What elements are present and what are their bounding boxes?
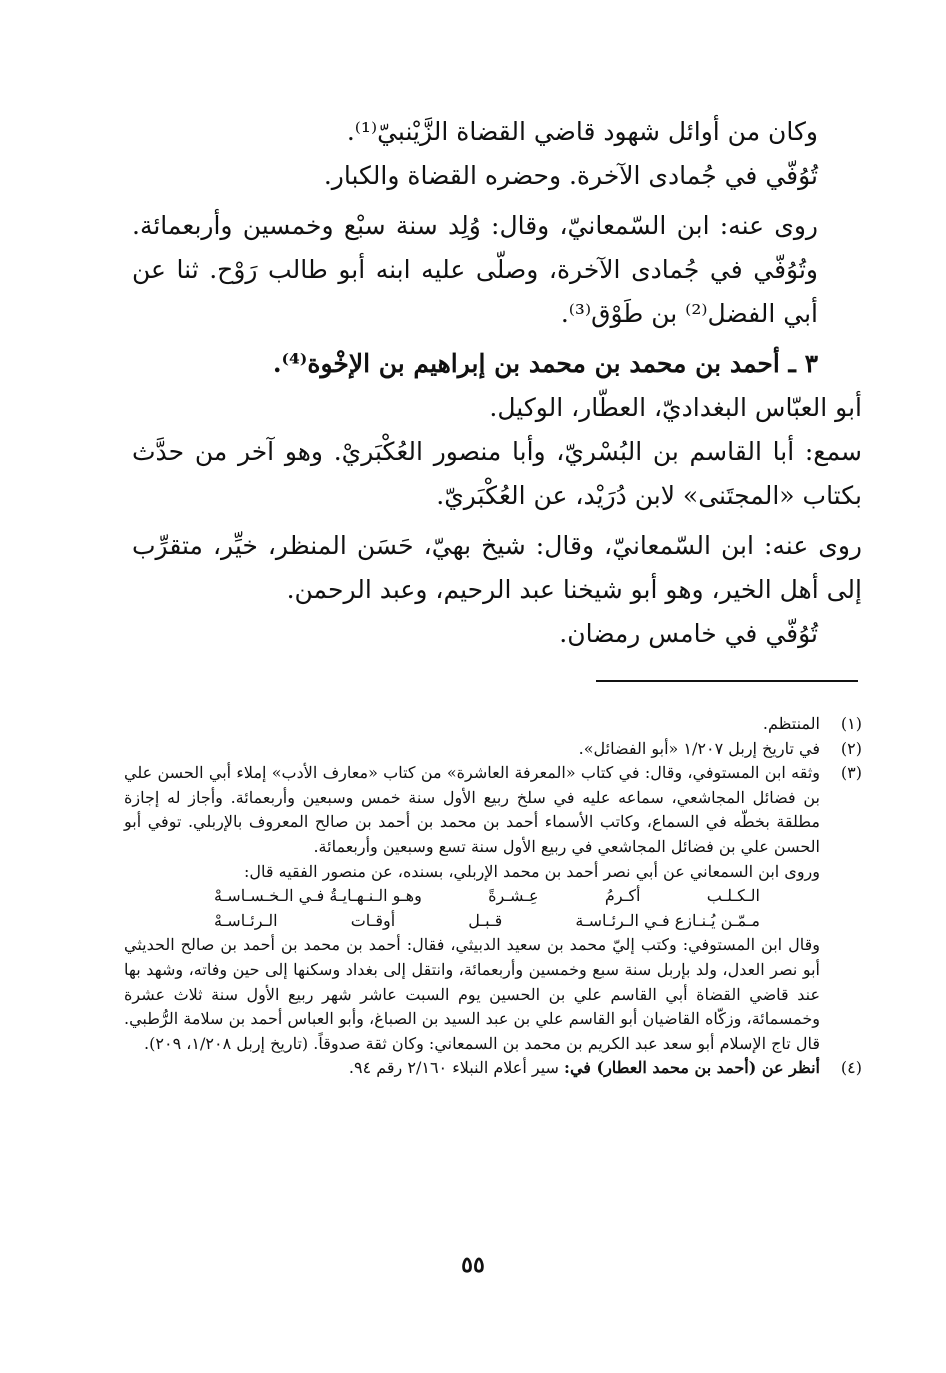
paragraph: روى عنه: ابن السّمعانيّ، وقال: وُلِد سنة سبْع وخمسين وأربعمائة. وتُوُفّي في جُمادى الآخرة، وصلّى عليه ابنه أبو طالب رَوْح. ثنا عن أبي الفضل⁽²⁾ بن طَوْق⁽³⁾.	[132, 211, 818, 328]
verse-segment: مـمّـن يُـنـازع فـي الـرئـاسـة	[575, 910, 760, 930]
footnote-number: (٤)	[840, 1058, 862, 1078]
footnotes	[124, 712, 862, 1081]
verse-line	[124, 909, 820, 934]
footnote-4	[124, 1056, 862, 1081]
paragraph: روى عنه: ابن السّمعانيّ، وقال: شيخ بهيّ، حَسَن المنظر، خيِّر، متقرِّب إلى أهل الخير، وهو أبو شيخنا عبد الرحيم، وعبد الرحمن.	[132, 531, 862, 604]
footnote-text: في تاريخ إربل ١/٢٠٧ «أبو الفضائل».	[578, 738, 820, 758]
verse-segment: أوقـات	[350, 910, 396, 930]
verse-line	[124, 884, 820, 909]
footnote-body	[124, 761, 820, 1056]
footnote-paragraph: وروى ابن السمعاني عن أبي نصر أحمد بن محمد الإربلي، بسنده، عن منصور الفقيه قال:	[244, 861, 820, 881]
footnote-1	[124, 712, 862, 737]
verse-segment: الـرئـاسـهْ	[214, 910, 278, 930]
verse-segment: وهـو الـنـهـايـةُ فـي الـخـسـاسـهْ	[214, 886, 422, 906]
text-line: تُوُفّي في جُمادى الآخرة. وحضره القضاة والكبار.	[323, 161, 818, 190]
verse-segment: عِـشـرةً	[488, 886, 539, 906]
page-number: ٥٥	[461, 1252, 485, 1278]
paragraph: سمع: أبا القاسم بن البُسْريّ، وأبا منصور العُكْبَريْ. وهو آخر من حدَّث بكتاب «المجتَنى» لابن دُرَيْد، عن العُكْبَريّ.	[132, 437, 862, 510]
footnote-number: (١)	[840, 714, 862, 733]
footnote-2	[124, 737, 862, 762]
footnote-bold: أنظر عن (أحمد بن محمد العطار) في:	[564, 1058, 820, 1078]
footnote-number: (٣)	[840, 763, 862, 783]
footnote-paragraph: وثقه ابن المستوفي، وقال: في كتاب «المعرفة العاشرة» من كتاب «معارف الأدب» إملاء أبي الحسن علي بن فضائل المجاشعي، سماعه عليه في سلخ ربيع الأول سنة خمس وسبعين وأربعمائة. وأجاز له إجازة مطلقة بخطّه في السماع، وكاتب الأسماء أحمد بن محمد بن أحمد بن صالح المعروف بالإربلي. توفي أبو الحسن علي بن فضائل المجاشعي في ربيع الأول سنة تسع وسبعين وأربعمائة.	[124, 763, 820, 856]
footnote-paragraph: وقال ابن المستوفي: وكتب إليّ محمد بن سعيد الدبيثي، فقال: أحمد بن محمد بن أحمد بن صالح الحديثي أبو نصر العدل، ولد بإربل سنة سبع وخمسين وأربعمائة، وانتقل إلى بغداد وسكنها إلى حين وفاته، وشهد بها عند قاضي القضاة أبي القاسم علي بن الحسين يوم السبت عاشر شهر ربيع الأول سنة ثلاث عشرة وخمسمائة، وزكّاه القاضيان أبو القاسم علي بن عبد السيد بن الصباغ، وأبو العباس أحمد بن سلامة الرُّطبي. قال تاج الإسلام أبو سعد عبد الكريم بن محمد بن السمعاني: وكان ثقة صدوقاً. (تاريخ إربل ١/٢٠٨، ٢٠٩).	[124, 935, 820, 1053]
main-text	[132, 110, 862, 656]
verse-segment: أكـرمُ	[604, 886, 641, 906]
entry-heading: ٣ ـ أحمد بن محمد بن محمد بن إبراهيم بن الإخْوة⁽⁴⁾.	[272, 349, 818, 378]
footnote-rest: سير أعلام النبلاء ٢/١٦٠ رقم ٩٤.	[348, 1058, 565, 1078]
footnote-text: المنتظم.	[762, 714, 820, 733]
text-line: وكان من أوائل شهود قاضي القضاة الزَّيْنبيّ⁽¹⁾.	[346, 117, 818, 146]
text-line: تُوُفّي في خامس رمضان.	[559, 619, 818, 648]
verse-segment: الـكـلـب	[706, 886, 760, 906]
verse-segment: قـبـل	[468, 910, 503, 930]
footnote-text	[124, 1056, 820, 1081]
footnote-3	[124, 761, 862, 1056]
text-line: أبو العبّاس البغداديّ، العطّار، الوكيل.	[489, 393, 862, 422]
footnote-divider	[596, 680, 858, 682]
footnote-number: (٢)	[840, 738, 862, 758]
